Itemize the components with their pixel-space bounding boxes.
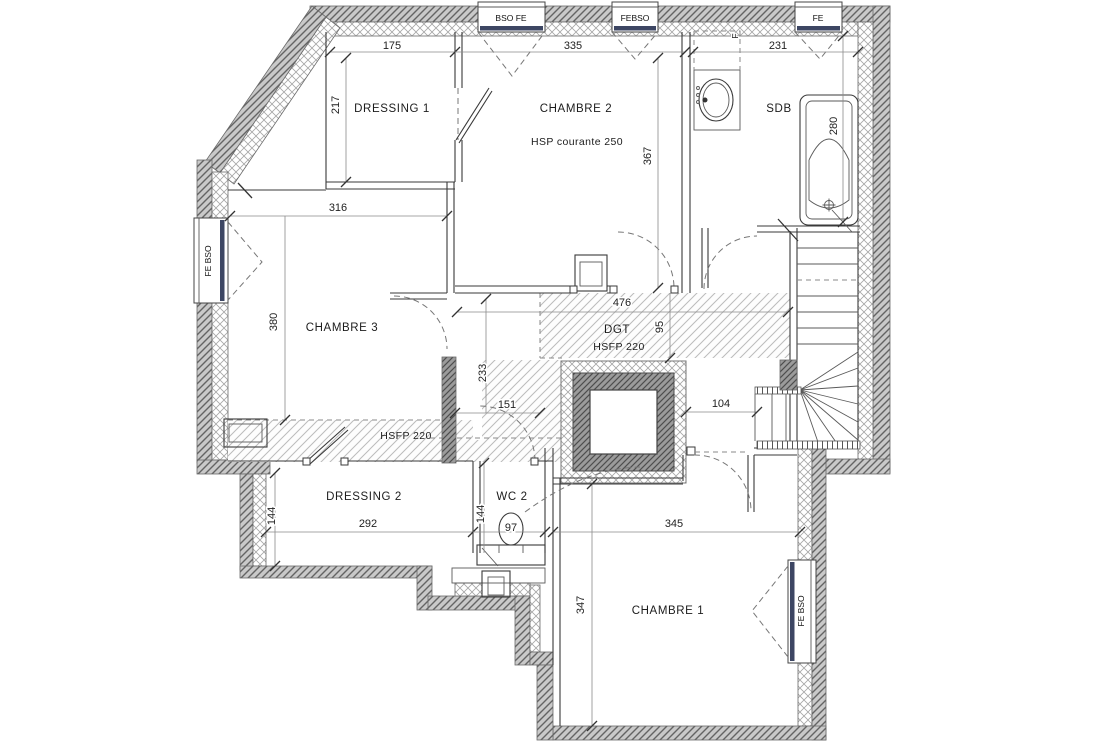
room-label-chambre1: CHAMBRE 1 <box>631 605 705 617</box>
jamb-block <box>570 286 577 293</box>
dressing1-door-leaf <box>456 88 492 143</box>
window-swing <box>228 222 262 300</box>
entry-insulation-left <box>455 583 482 596</box>
note-zone-hsfp: HSFP 220 <box>380 430 432 442</box>
railing-balusters <box>755 394 786 441</box>
chambre2-chambre3-wall <box>447 182 454 293</box>
sdb-door-arc <box>704 236 757 289</box>
step-low-wall <box>530 652 553 665</box>
window-glazing <box>220 220 225 301</box>
corridor-hsfp-zone <box>482 360 562 440</box>
window-swing <box>752 566 788 657</box>
dim-367: 367 <box>642 146 654 166</box>
dressing1-right-wall <box>455 32 462 182</box>
right-wall-cap <box>820 459 890 474</box>
duct-shaft <box>561 361 686 483</box>
left-wall-outer <box>197 160 212 463</box>
window-top-mid <box>612 2 658 59</box>
dressing2-hsfp-zone <box>228 420 473 462</box>
dim-104: 104 <box>711 398 731 410</box>
entry-insulation-right <box>510 583 530 596</box>
dim-175: 175 <box>382 40 402 52</box>
dim-233: 233 <box>477 363 489 383</box>
jamb-block <box>531 458 538 465</box>
chambre1-left-step-wall <box>537 665 553 740</box>
hsfp-zones <box>228 293 790 462</box>
stairs-enclosure <box>790 228 860 448</box>
stairs-bottom-rail <box>757 441 860 449</box>
dressing2-bottom-wall <box>240 566 432 578</box>
jamb-block <box>671 286 678 293</box>
dim-280: 280 <box>828 116 840 136</box>
window-left <box>194 218 262 303</box>
top-wall-insulation <box>322 22 858 39</box>
diagonal-wall-insulation <box>220 17 340 184</box>
step-mid-insulation <box>530 585 540 652</box>
window-swing <box>478 32 545 76</box>
chambre2-sdb-wall <box>682 32 690 293</box>
sdb-stairs-wall <box>757 226 860 232</box>
sink-tap-dot <box>697 87 700 90</box>
note-chambre2-hsp: HSP courante 250 <box>530 136 624 148</box>
chambre3-door-arc <box>394 296 447 349</box>
dim-144-wc: 144 <box>475 504 487 524</box>
diagonal-wall-outer <box>205 6 326 173</box>
dressing2-left-outer <box>240 474 253 570</box>
toilet-cistern-shelf <box>477 545 545 565</box>
dim-292: 292 <box>358 518 378 530</box>
stair-treads <box>797 248 858 344</box>
room-label-dressing1: DRESSING 1 <box>354 103 430 115</box>
window-glazing <box>797 26 840 31</box>
vent-flag-label: F <box>730 33 740 39</box>
room-label-sdb: SDB <box>766 103 792 115</box>
window-glazing <box>790 562 795 661</box>
stair-wall-stub <box>780 360 797 390</box>
dim-380: 380 <box>268 312 280 332</box>
dim-335: 335 <box>563 40 583 52</box>
room-label-dressing2: DRESSING 2 <box>326 491 402 503</box>
right-wall-insulation <box>858 22 873 460</box>
jamb-block <box>341 458 348 465</box>
entry-door-panel <box>488 577 504 595</box>
step-mid-wall <box>515 596 530 665</box>
chambre1-door-leaf <box>748 448 797 512</box>
bathtub-drain-cross <box>823 199 853 233</box>
chambre2-bottom-wall <box>455 286 614 293</box>
window-label: FE BSO <box>203 245 213 277</box>
room-label-chambre2: CHAMBRE 2 <box>539 103 613 115</box>
chambre2-door-arc <box>618 232 674 288</box>
sink-faucet <box>703 98 708 103</box>
dim-347: 347 <box>575 595 587 615</box>
wall-tick-2 <box>778 219 798 241</box>
dim-151: 151 <box>497 399 517 411</box>
chambre1-bottom-wall <box>553 726 826 740</box>
toilet <box>477 513 545 566</box>
window-label: FEBSO <box>620 13 650 23</box>
left-wall-insulation <box>212 172 228 460</box>
window-right <box>752 560 816 663</box>
dim-231: 231 <box>768 40 788 52</box>
stair-winders <box>800 352 858 448</box>
dim-316: 316 <box>328 202 348 214</box>
dim-476: 476 <box>612 297 632 309</box>
dim-144-dressing2: 144 <box>266 506 278 526</box>
window-label: BSO FE <box>495 13 527 23</box>
note-dgt-hsfp: HSFP 220 <box>593 341 645 353</box>
shaft-void <box>590 390 657 454</box>
entry-threshold <box>452 568 545 583</box>
window-glazing <box>480 26 543 31</box>
sink <box>694 31 740 130</box>
corridor-hsfp-zone-2 <box>473 440 562 462</box>
corridor-wall-stub <box>442 357 456 463</box>
bathtub <box>800 95 858 232</box>
chambre1-door-hinge-block <box>687 447 695 455</box>
room-label-dgt: DGT <box>603 324 631 336</box>
right-wall-outer <box>873 6 890 473</box>
chambre1-door-arc <box>694 455 751 511</box>
window-glazing <box>614 26 656 31</box>
jamb-block <box>303 458 310 465</box>
dim-97: 97 <box>504 522 518 534</box>
dressing2-left-insulation <box>253 474 266 566</box>
dim-217: 217 <box>330 95 342 115</box>
room-label-chambre3: CHAMBRE 3 <box>305 322 379 334</box>
toilet-detail <box>482 545 523 566</box>
radiator-inner <box>580 262 602 286</box>
jamb-block <box>610 286 617 293</box>
window-label: FE <box>812 13 824 23</box>
dim-345: 345 <box>664 518 684 530</box>
window-label: FE BSO <box>796 595 806 627</box>
entry-door-frame <box>482 571 510 597</box>
left-wall-cap <box>197 460 270 474</box>
window-top-left <box>478 2 545 76</box>
dim-95: 95 <box>654 320 666 334</box>
room-label-wc2: WC 2 <box>496 491 528 503</box>
window-top-right <box>795 2 842 59</box>
